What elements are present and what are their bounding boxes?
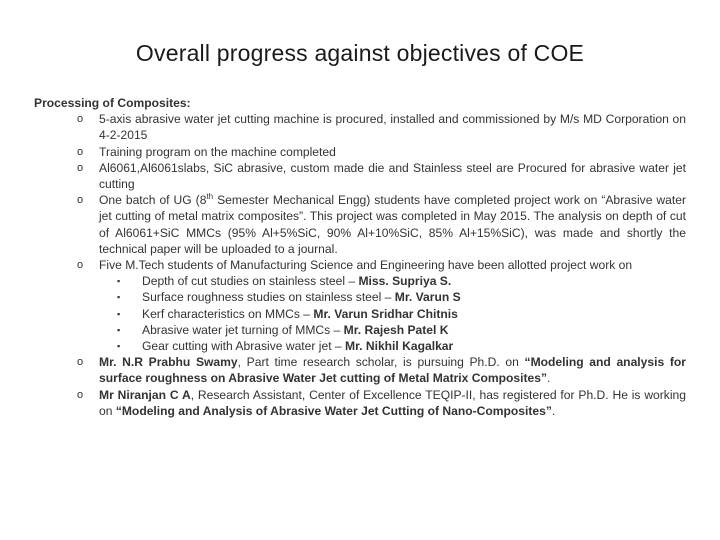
item-text: Training program on the machine completed (99, 144, 336, 159)
sublist-topic: Gear cutting with Abrasive water jet – (142, 339, 346, 354)
objectives-list (34, 111, 686, 419)
thesis-title: “Modeling and analysis for surface roughness on Abrasive Water Jet cutting of Metal Matrix Composites” (99, 355, 686, 386)
item-text-b: Semester Mechanical Engg) students have completed project work on “Abrasive water jet cutting of metal matrix composites”. This project was completed in May 2015. The analysis on depth of cut of Al6061+SiC MMCs (95% Al+5%SiC, 90% Al+10%SiC, 85% Al+15%SiC), was made and shortly the technical paper will be uploaded to a journal. (99, 193, 686, 256)
researcher-name: Mr Niranjan C A (99, 387, 191, 402)
sublist-item (99, 322, 686, 338)
item-text-a: One batch of UG (8 (99, 193, 207, 208)
item-superscript: th (206, 192, 214, 202)
mtech-sublist (99, 273, 686, 354)
item-text-b: . (547, 371, 551, 386)
sublist-person: Mr. Nikhil Kagalkar (345, 339, 454, 354)
sublist-topic: Kerf characteristics on MMCs – (142, 306, 314, 321)
sublist-person: Mr. Varun S (394, 290, 461, 305)
sublist-topic: Surface roughness studies on stainless steel – (142, 290, 395, 305)
sublist-person: Mr. Rajesh Patel K (343, 322, 449, 337)
slide-content (34, 95, 686, 419)
item-text: 5-axis abrasive water jet cutting machine is procured, installed and commissioned by M/s MD Corporation on 4-2-2015 (99, 112, 686, 143)
thesis-title: “Modeling and Analysis of Abrasive Water Jet Cutting of Nano-Composites” (115, 403, 552, 418)
item-text-a: , Research Assistant, Center of Excellence TEQIP-II, has registered for Ph.D. He is working on (99, 387, 686, 418)
square-bullet-icon: ▪ (117, 308, 121, 319)
square-bullet-icon: ▪ (117, 324, 121, 335)
sublist-person: Miss. Supriya S. (358, 274, 452, 289)
square-bullet-icon: ▪ (117, 341, 121, 352)
list-item-mtech-projects (34, 257, 686, 354)
bullet-icon: o (77, 259, 84, 272)
sublist-topic: Depth of cut studies on stainless steel – (142, 274, 359, 289)
researcher-name: Mr. N.R Prabhu Swamy (99, 355, 238, 370)
list-item-machine (34, 111, 686, 143)
square-bullet-icon: ▪ (117, 292, 121, 303)
list-item-phd-prabhu (34, 354, 686, 386)
square-bullet-icon: ▪ (117, 276, 121, 287)
item-text-b: . (551, 403, 556, 418)
list-item-training (34, 144, 686, 160)
sublist-person: Mr. Varun Sridhar Chitnis (313, 306, 458, 321)
sublist-item (99, 289, 686, 305)
sublist-item (99, 338, 686, 354)
slide-title: Overall progress against objectives of COE (135, 40, 585, 66)
bullet-icon: o (77, 388, 84, 401)
list-item-materials (34, 160, 686, 192)
bullet-icon: o (77, 161, 84, 174)
bullet-icon: o (77, 145, 84, 158)
item-text-a: , Part time research scholar, is pursuing Ph.D. on (237, 355, 525, 370)
item-text: Al6061,Al6061slabs, SiC abrasive, custom made die and Stainless steel are Procured for abrasive water jet cutting (99, 160, 686, 192)
sublist-topic: Abrasive water jet turning of MMCs – (142, 322, 344, 337)
sublist-item (99, 273, 686, 289)
item-text: Five M.Tech students of Manufacturing Science and Engineering have been allotted project work on (99, 258, 633, 273)
bullet-icon: o (77, 113, 84, 126)
sublist-item (99, 306, 686, 322)
list-item-phd-niranjan (34, 387, 686, 419)
list-item-ug-project (34, 192, 686, 257)
bullet-icon: o (77, 356, 84, 369)
section-heading: Processing of Composites: (34, 96, 191, 110)
bullet-icon: o (77, 194, 84, 207)
